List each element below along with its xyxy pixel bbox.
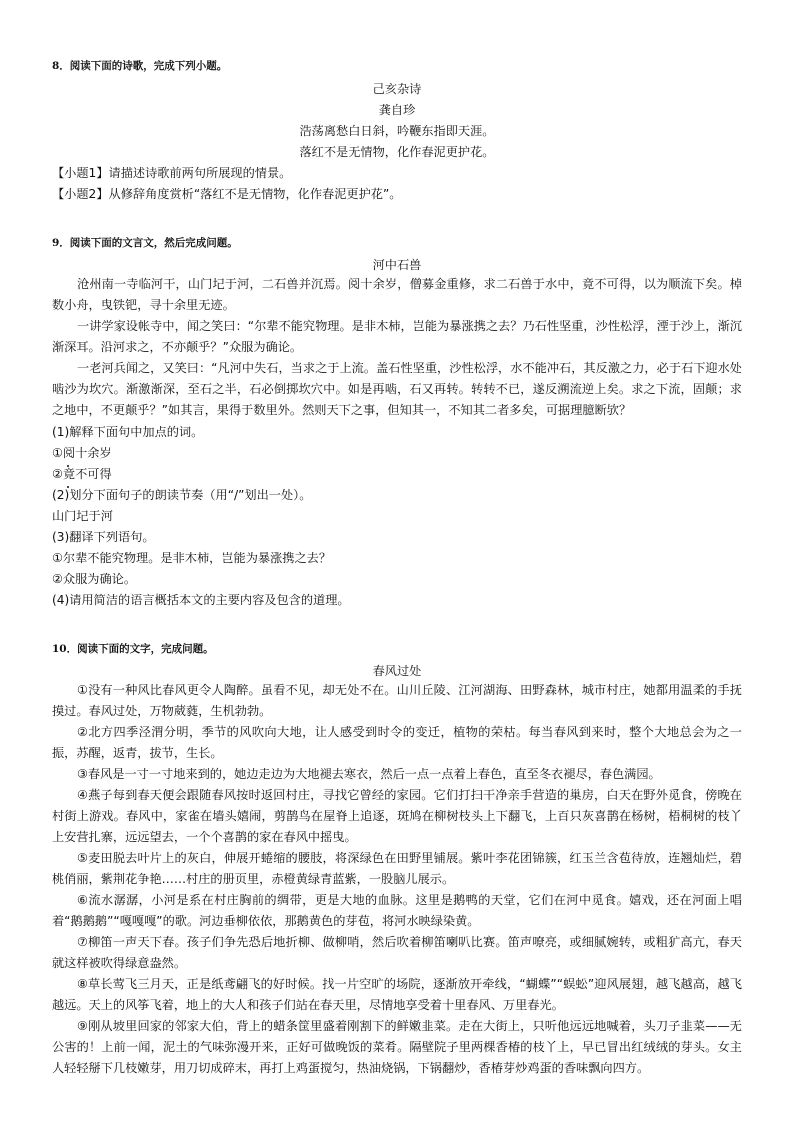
q8-subquestion-2: 【小题2】从修辞角度赏析“落红不是无情物，化作春泥更护花”。	[52, 187, 402, 201]
q9-item-3b: ②众服为确论。	[52, 572, 137, 586]
poem-line-1: 浩荡离愁白日斜，吟鞭东指即天涯。	[299, 124, 495, 138]
q10-paragraph-7: ⑦柳笛一声天下春。孩子们争先恐后地折柳、做柳哨，然后吹着柳笛喇叭比赛。笛声嘹亮，或细腻婉转，或粗犷高亢，春天就这样被吹得绿意盎然。	[52, 935, 742, 970]
q9-item-1b	[52, 465, 742, 482]
q10-paragraph-1: ①没有一种风比春风更令人陶醉。虽看不见，却无处不在。山川丘陵、江河湖海、田野森林，城市村庄，她都用温柔的手抚摸过。春风过处，万物葳蕤，生机勃勃。	[52, 683, 742, 718]
emphasis-dot	[67, 461, 68, 462]
q10-passage-title: 春风过处	[372, 664, 422, 678]
q9-item-1a-text: ①阅十余岁	[52, 446, 112, 460]
q10-paragraph-8: ⑧草长莺飞三月天，正是纸鸢翩飞的好时候。找一片空旷的场院，逐渐放开牵线，“蝴蝶”“蜈蚣”迎风展翅，越飞越高，越飞越远。天上的风筝飞着，地上的大人和孩子们站在春天里，尽情地享受着十里春风、万里春光。	[52, 977, 742, 1012]
q8-subquestion-1: 【小题1】请描述诗歌前两句所展现的情景。	[52, 166, 292, 180]
emphasis-dot	[67, 482, 68, 483]
question-9-heading: 9．阅读下面的文言文，然后完成问题。	[52, 237, 238, 249]
poem-author: 龚自珍	[378, 103, 416, 117]
q10-paragraph-5: ⑤麦田脱去叶片上的灰白，伸展开蜷缩的腰肢，将深绿色在田野里铺展。紫叶李花团锦簇，红玉兰含苞待放，连翘灿烂，碧桃俏丽，紫荆花争艳……村庄的册页里，赤橙黄绿青蓝紫，一股脑儿展示。	[52, 851, 742, 886]
q9-item-1a	[52, 444, 742, 461]
q9-subquestion-3: (3)翻译下列语句。	[52, 530, 155, 544]
poem-line-2: 落红不是无情物，化作春泥更护花。	[299, 145, 495, 159]
q9-paragraph-3: 一老河兵闻之，又笑曰：“凡河中失石，当求之于上流。盖石性坚重，沙性松浮，水不能冲石，其反激之力，必于石下迎水处啮沙为坎穴。渐激渐深，至石之半，石必倒掷坎穴中。如是再啮，石又再转。转转不已，遂反溯流逆上矣。求之下流，固颠；求之地中，不更颠乎？”如其言，果得于数里外。然则天下之事，但知其一，不知其二者多矣，可据理臆断欤？	[52, 361, 742, 417]
q9-subquestion-1: (1)解释下面句中加点的词。	[52, 425, 204, 439]
q10-paragraph-3: ③春风是一寸一寸地来到的，她边走边为大地褪去寒衣，然后一点一点着上春色，直至冬衣褪尽，春色满园。	[77, 767, 661, 781]
q9-item-3a: ①尔辈不能究物理。是非木柿，岂能为暴涨携之去？	[52, 551, 332, 565]
q9-passage-title: 河中石兽	[372, 258, 422, 272]
q10-paragraph-6: ⑥流水潺潺，小河是系在村庄胸前的绸带，更是大地的血脉。这里是鹅鸭的天堂，它们在河中觅食。嬉戏，还在河面上唱着“鹅鹅鹅”“嘎嘎嘎”的歌。河边垂柳依依，那鹅黄色的芽苞，将河水映绿染黄。	[52, 893, 742, 928]
q9-item-1b-text: ②竟不可得	[52, 467, 112, 481]
q9-subquestion-2: (2)划分下面句子的朗读节奏（用“/”划出一处）。	[52, 488, 312, 502]
q9-subquestion-4: (4)请用简洁的语言概括本文的主要内容及包含的道理。	[52, 593, 350, 607]
q10-paragraph-4: ④燕子每到春天便会跟随春风按时返回村庄，寻找它曾经的家园。它们打扫干净亲手营造的巢房，白天在野外觅食，傍晚在村街上游戏。春风中，家雀在墙头嬉闹，剪鹊鸟在屋脊上追逐，斑鸠在柳树枝头上下翻飞，上百只灰喜鹊在杨树，梧桐树的枝丫上安营扎寨，远远望去，一个个喜鹊的家在春风中摇曳。	[52, 788, 742, 844]
q9-item-2a: 山门圮于河	[52, 509, 113, 523]
question-8-heading: 8．阅读下面的诗歌，完成下列小题。	[52, 60, 228, 72]
q9-paragraph-2: 一讲学家设帐寺中，闻之笑曰：“尔辈不能究物理。是非木柿，岂能为暴涨携之去？乃石性坚重，沙性松浮，湮于沙上，渐沉渐深耳。沿河求之，不亦颠乎？”众服为确论。	[52, 319, 742, 354]
poem-title: 己亥杂诗	[372, 82, 422, 96]
q10-paragraph-2: ②北方四季泾渭分明，季节的风吹向大地，让人感受到时令的变迁，植物的荣枯。每当春风到来时，整个大地总会为之一振，苏醒，返青，拔节，生长。	[52, 725, 742, 760]
q10-paragraph-9: ⑨刚从坡里回家的邻家大伯，背上的蜡条筐里盛着刚割下的鲜嫩韭菜。走在大街上，只听他远远地喊着，头刀子韭菜——无公害的！上前一闻，泥土的气味弥漫开来，正好可做晚饭的菜肴。隔壁院子里两棵香椿的枝丫上，早已冒出红绒绒的芽头。女主人轻轻掰下几枝嫩芽，用刀切成碎末，再打上鸡蛋搅匀，热油烧锅，下锅翻炒，香椿芽炒鸡蛋的香味飘向四方。	[52, 1019, 742, 1075]
question-10-heading: 10．阅读下面的文字，完成问题。	[52, 643, 214, 655]
q9-paragraph-1: 沧州南一寺临河干，山门圮于河，二石兽并沉焉。阅十余岁，僧募金重修，求二石兽于水中，竟不可得，以为顺流下矣。棹数小舟，曳铁钯，寻十余里无迹。	[52, 277, 742, 312]
